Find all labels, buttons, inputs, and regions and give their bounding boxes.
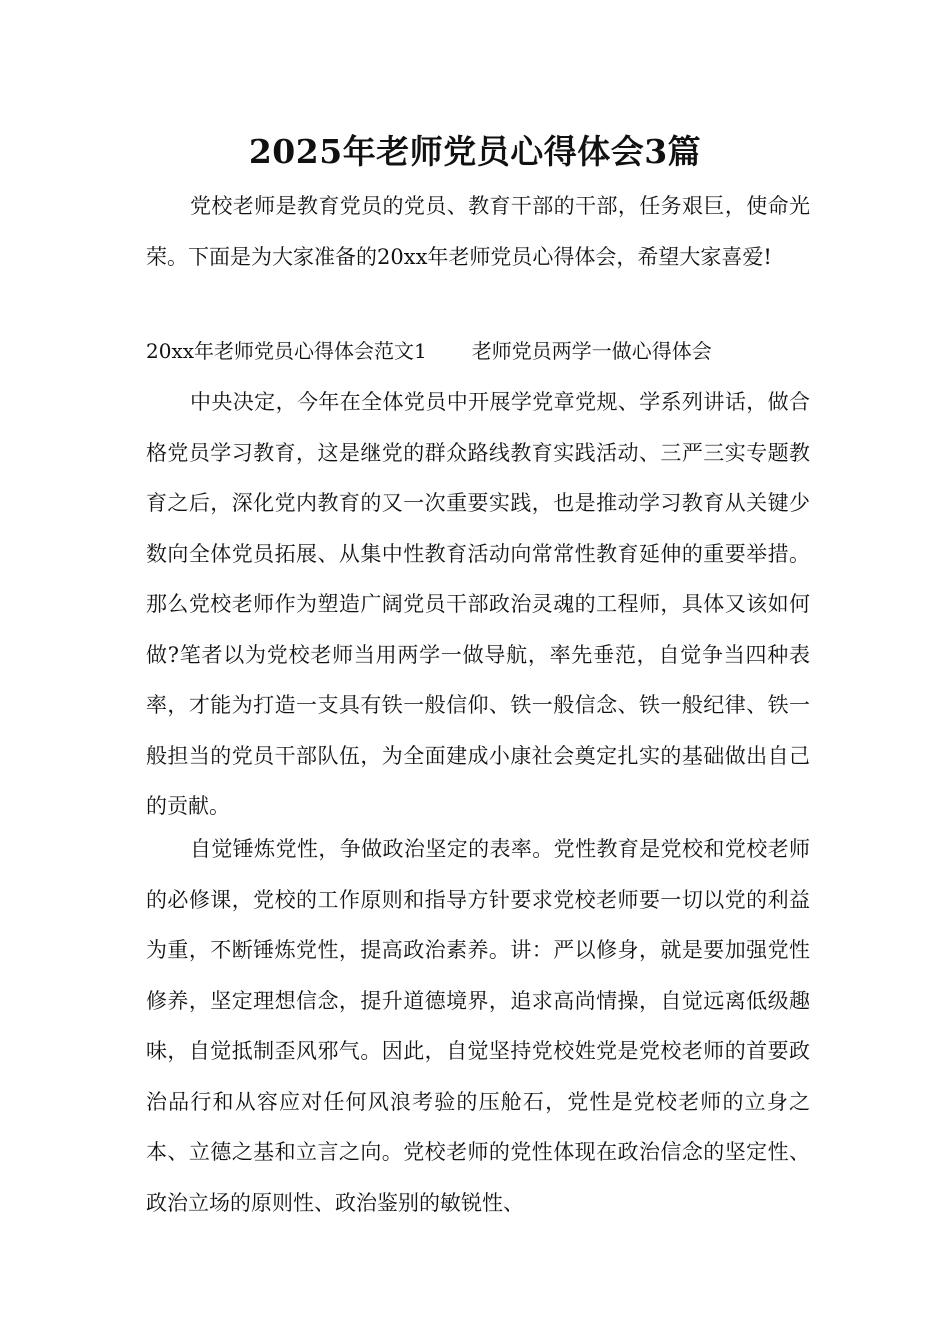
body-paragraph-1: 中央决定，今年在全体党员中开展学党章党规、学系列讲话，做合格党员学习教育，这是继党的群众路线教育实践活动、三严三实专题教育之后，深化党内教育的又一次重要实践，也是推动学习教育从关键少数向全体党员拓展、从集中性教育活动向常常性教育延伸的重要举措。那么党校老师作为塑造广阔党员干部政治灵魂的工程师，具体又该如何做?笔者以为党校老师当用两学一做导航，率先垂范，自觉争当四种表率，才能为打造一支具有铁一般信仰、铁一般信念、铁一般纪律、铁一般担当的党员干部队伍，为全面建成小康社会奠定扎实的基础做出自己的贡献。 [146, 390, 810, 818]
section-heading-title: 20xx年老师党员心得体会范文1 [146, 339, 427, 363]
intro-paragraph: 党校老师是教育党员的党员、教育干部的干部，任务艰巨，使命光荣。下面是为大家准备的20xx年老师党员心得体会，希望大家喜爱! [146, 194, 810, 269]
body-paragraph-2: 自觉锤炼党性，争做政治坚定的表率。党性教育是党校和党校老师的必修课，党校的工作原则和指导方针要求党校老师要一切以党的利益为重，不断锤炼党性，提高政治素养。讲：严以修身，就是要加强党性修养，坚定理想信念，提升道德境界，追求高尚情操，自觉远离低级趣味，自觉抵制歪风邪气。因此，自觉坚持党校姓党是党校老师的首要政治品行和从容应对任何风浪考验的压舱石，党性是党校老师的立身之本、立德之基和立言之向。党校老师的党性体现在政治信念的坚定性、政治立场的原则性、政治鉴别的敏锐性、 [146, 837, 810, 1215]
document-title: 2025年老师党员心得体会3篇 [248, 132, 702, 171]
section-subheading: 老师党员两学一做心得体会 [471, 339, 712, 363]
section-heading [146, 337, 810, 365]
